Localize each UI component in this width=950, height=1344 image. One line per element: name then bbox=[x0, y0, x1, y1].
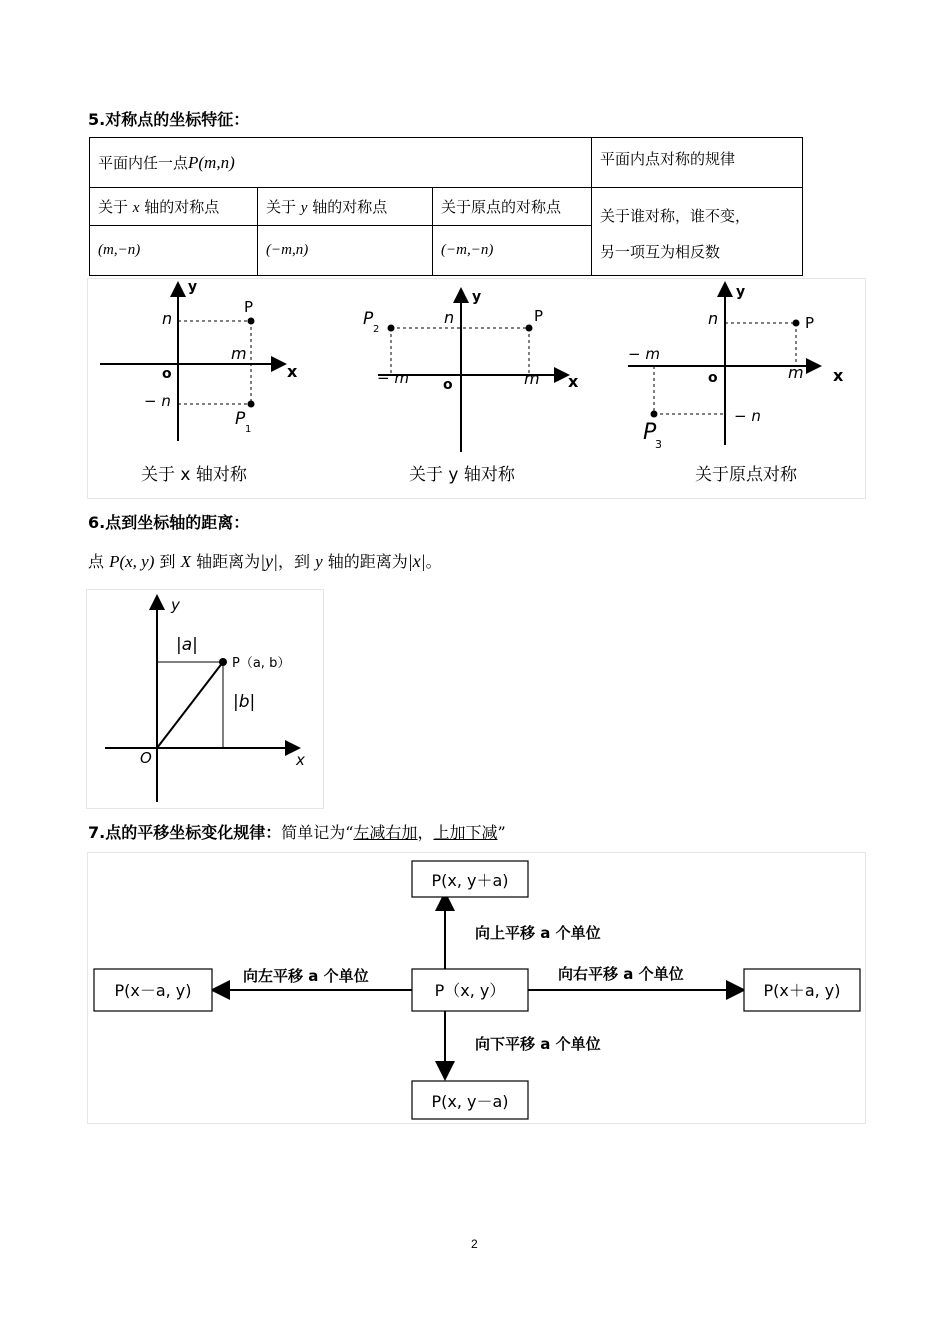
rule-line-2: 另一项互为相反数 bbox=[600, 243, 721, 261]
n-label: n bbox=[708, 309, 719, 328]
value-origin-symmetric: (−m,−n) bbox=[433, 226, 592, 276]
any-point-expr: P(m,n) bbox=[188, 153, 235, 172]
point-p bbox=[793, 320, 800, 327]
point-expr: P(x, y) bbox=[109, 552, 155, 571]
text-part: 轴的距离为 bbox=[322, 552, 408, 571]
y-label: y bbox=[736, 284, 746, 300]
caption-origin-symmetry: 关于原点对称 bbox=[695, 465, 797, 485]
point-p bbox=[248, 318, 255, 325]
caption-y-symmetry: 关于 y 轴对称 bbox=[409, 465, 515, 485]
m-label: m bbox=[788, 363, 804, 382]
p3-label: P bbox=[643, 420, 657, 445]
x-label: x bbox=[833, 366, 844, 385]
text-part: 到 bbox=[154, 552, 181, 571]
neg-n-label: − n bbox=[734, 407, 761, 425]
section-6-heading bbox=[88, 510, 249, 533]
section-title: 点的平移坐标变化规律： bbox=[105, 823, 282, 842]
p3-subscript: 3 bbox=[655, 438, 662, 451]
rule-line-1: 关于谁对称，谁不变， bbox=[600, 207, 751, 225]
section-number: 5. bbox=[88, 110, 106, 129]
translation-diagram-svg bbox=[88, 853, 865, 1123]
text-part: ，到 bbox=[277, 552, 316, 571]
figure-x-symmetry bbox=[100, 279, 298, 485]
col-y-b: 轴的对称点 bbox=[312, 198, 388, 216]
abs-b-label: |b| bbox=[233, 692, 256, 712]
origin-label: o bbox=[162, 366, 172, 382]
origin-label: o bbox=[443, 377, 453, 393]
translation-diagram bbox=[87, 852, 866, 1124]
down-point-text: P(x, y－a) bbox=[431, 1092, 509, 1111]
var-y: y bbox=[315, 552, 323, 571]
section-number: 6. bbox=[88, 513, 106, 532]
mnemonic-comma: ， bbox=[417, 823, 434, 842]
col-y-a: 关于 bbox=[266, 198, 297, 216]
point-p bbox=[526, 325, 533, 332]
p-label: P bbox=[805, 314, 815, 332]
value-y-symmetric: (−m,n) bbox=[258, 226, 433, 276]
abs-x: |x| bbox=[407, 551, 426, 571]
figure-origin-symmetry bbox=[628, 284, 844, 485]
mnemonic-left-right: 左减右加 bbox=[353, 823, 418, 842]
var-X: X bbox=[180, 552, 191, 571]
point-p bbox=[219, 658, 227, 666]
n-label: n bbox=[444, 308, 455, 327]
section-title: 对称点的坐标特征： bbox=[105, 110, 250, 129]
neg-m-label: − m bbox=[377, 369, 409, 387]
col-o: 关于原点的对称点 bbox=[441, 198, 562, 216]
section-5-heading bbox=[88, 107, 249, 130]
any-point-cell bbox=[90, 138, 592, 188]
left-point-text: P(x－a, y) bbox=[114, 981, 192, 1000]
down-label: 向下平移 a 个单位 bbox=[475, 1035, 601, 1053]
p-ab-label: P（a, b） bbox=[232, 656, 291, 671]
origin-label: o bbox=[708, 370, 718, 386]
value-x-symmetric: (m,−n) bbox=[90, 226, 258, 276]
center-point-text: P（x, y） bbox=[434, 981, 506, 1000]
neg-n-label: − n bbox=[144, 392, 171, 410]
rule-body-cell bbox=[592, 188, 803, 276]
rule-header: 平面内点对称的规律 bbox=[600, 150, 736, 168]
point-p1 bbox=[248, 401, 255, 408]
origin-label: O bbox=[140, 749, 152, 767]
any-point-label: 平面内任一点 bbox=[98, 154, 189, 172]
m-label: m bbox=[524, 369, 540, 388]
p1-label: P bbox=[235, 409, 246, 429]
col-o-header bbox=[433, 188, 592, 226]
abs-y: |y| bbox=[260, 551, 278, 571]
caption-x-symmetry: 关于 x 轴对称 bbox=[141, 465, 247, 485]
col-y-var: y bbox=[300, 200, 308, 216]
x-label: x bbox=[568, 372, 579, 391]
n-label: n bbox=[162, 309, 173, 328]
col-x-header bbox=[90, 188, 258, 226]
mnemonic-close: ” bbox=[497, 823, 506, 842]
m-label: m bbox=[231, 344, 247, 363]
right-label: 向右平移 a 个单位 bbox=[558, 965, 684, 983]
rule-header-cell bbox=[592, 138, 803, 188]
y-label: y bbox=[188, 279, 198, 295]
text-part: 点 bbox=[88, 552, 110, 571]
text-part: 。 bbox=[425, 552, 442, 571]
p-label: P bbox=[244, 298, 254, 316]
col-y-header bbox=[258, 188, 433, 226]
abs-a-label: |a| bbox=[176, 635, 198, 655]
p-label: P bbox=[534, 307, 544, 325]
col-x-b: 轴的对称点 bbox=[144, 198, 220, 216]
neg-m-label: − m bbox=[628, 345, 660, 363]
symmetry-figures-svg bbox=[88, 279, 865, 498]
left-label: 向左平移 a 个单位 bbox=[243, 967, 369, 985]
up-point-text: P(x, y＋a) bbox=[431, 871, 509, 890]
p1-subscript: 1 bbox=[245, 424, 252, 435]
y-label: y bbox=[472, 289, 482, 305]
point-p2 bbox=[388, 325, 395, 332]
p2-label: P bbox=[363, 309, 374, 329]
y-label: y bbox=[171, 596, 180, 614]
p2-subscript: 2 bbox=[373, 324, 380, 335]
page-number: 2 bbox=[471, 1237, 478, 1251]
segment-op bbox=[157, 662, 223, 748]
x-label: x bbox=[287, 362, 298, 381]
mnemonic-up-down: 上加下减 bbox=[433, 823, 498, 842]
figure-y-symmetry bbox=[363, 289, 579, 485]
up-label: 向上平移 a 个单位 bbox=[475, 924, 601, 942]
section-number: 7. bbox=[88, 823, 106, 842]
col-x-var: x bbox=[132, 200, 140, 216]
section-7-heading bbox=[88, 820, 506, 843]
mnemonic-intro: 简单记为“ bbox=[281, 823, 354, 842]
section-title: 点到坐标轴的距离： bbox=[105, 513, 250, 532]
symmetry-figures bbox=[87, 278, 866, 499]
point-p3 bbox=[651, 411, 658, 418]
col-x-a: 关于 bbox=[98, 198, 129, 216]
x-label: x bbox=[296, 751, 305, 769]
distance-figure-svg bbox=[87, 590, 323, 808]
distance-figure bbox=[86, 589, 324, 809]
right-point-text: P(x＋a, y) bbox=[763, 981, 841, 1000]
text-part: 轴距离为 bbox=[190, 552, 261, 571]
distance-rule-text bbox=[88, 549, 442, 572]
symmetry-table bbox=[89, 137, 803, 276]
